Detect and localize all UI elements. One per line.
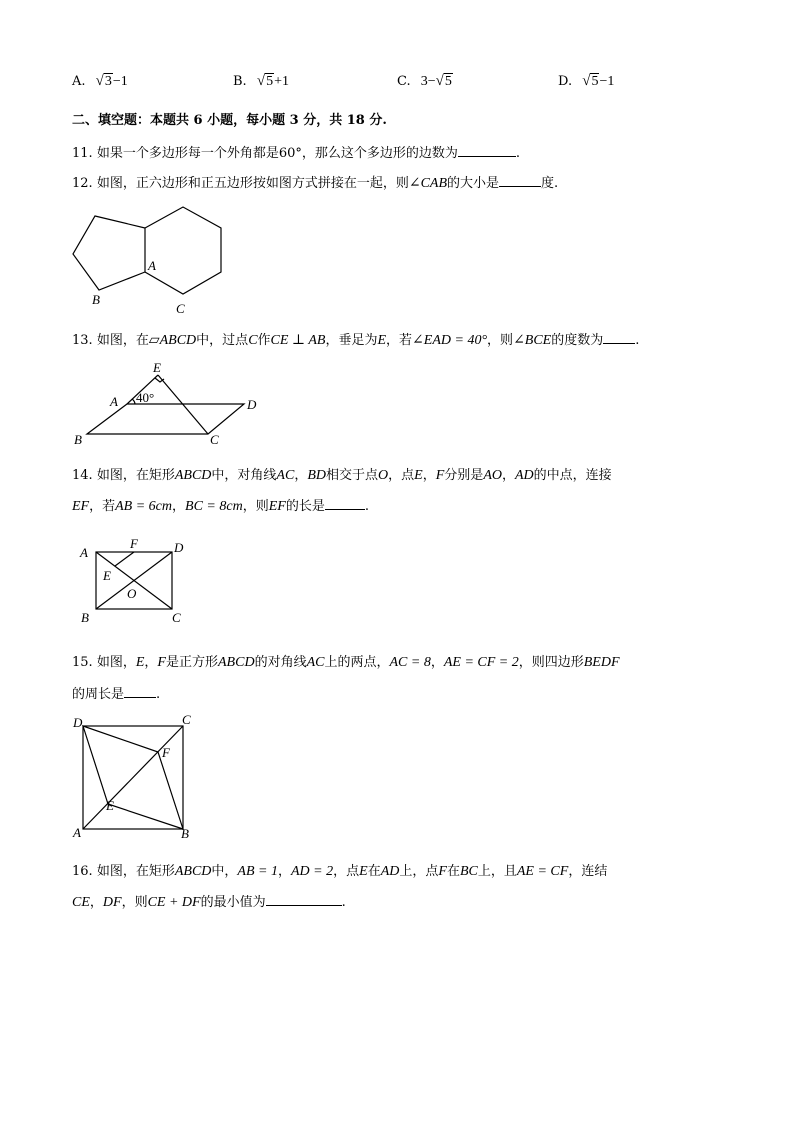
answer-blank[interactable] [266,893,342,906]
label-f: F [130,536,138,551]
label-b: B [81,610,89,625]
radicand: 5 [444,74,452,89]
answer-blank[interactable] [603,331,635,344]
hexagon-shape [145,207,221,294]
answer-blank[interactable] [458,144,516,157]
question-15-line-2: 的周长是 . [72,687,161,702]
section-title: 二、填空题：本题共 6 小题，每小题 3 分，共 18 分. [72,113,387,128]
label-a: A [110,394,118,409]
question-14-line-2: EF，若AB = 6cm，BC = 8cm，则EF的长是 . [72,499,369,514]
answer-blank[interactable] [124,685,156,698]
question-15-line-1: 15. 如图，E，F是正方形ABCD的对角线AC上的两点，AC = 8，AE = CF = 2，则四边形BEDF [72,655,620,670]
question-12: 12. 如图，正六边形和正五边形按如图方式拼接在一起，则∠CAB的大小是 度. [72,176,559,191]
label-o: O [127,586,137,601]
label-e: E [103,568,111,583]
radicand: 5 [266,74,274,89]
label-f: F [162,745,170,760]
option-d[interactable]: D. √5−1 [558,73,615,89]
label-a: A [148,258,156,273]
option-b[interactable]: B. √5+1 [233,73,289,89]
angle-label: 40° [136,390,155,405]
figure-square-rhombus [70,712,200,842]
answer-blank[interactable] [499,174,541,187]
question-14-line-1: 14. 如图，在矩形ABCD中，对角线AC，BD相交于点O，点E，F分别是AO，AD的中点，连接 [72,468,612,483]
option-c[interactable]: C. 3−√5 [397,73,452,89]
figure-rectangle-diagonals [72,533,202,628]
label-a: A [73,825,81,840]
radicand: 5 [591,74,599,89]
figure-hexagon-pentagon [66,200,236,320]
label-b: B [74,432,82,447]
label-d: D [73,715,83,730]
figure-parallelogram [70,358,270,450]
answer-blank[interactable] [325,497,365,510]
label-e: E [153,360,161,375]
label-b: B [181,826,189,841]
radicand: 3 [104,74,112,89]
label-b: B [92,292,100,307]
label-c: C [176,301,185,316]
angle-arc [132,399,135,404]
label-e: E [106,798,114,813]
option-a[interactable]: A. √3−1 [72,73,128,89]
question-16-line-1: 16. 如图，在矩形ABCD中，AB = 1，AD = 2，点E在AD上，点F在BC上，且AE = CF，连结 [72,864,608,879]
label-d: D [247,397,257,412]
label-c: C [172,610,181,625]
question-11: 11. 如果一个多边形每一个外角都是60°，那么这个多边形的边数为 . [72,146,521,161]
label-c: C [210,432,219,447]
label-d: D [174,540,184,555]
segment-ef [115,552,134,566]
pentagon-shape [73,216,145,290]
question-13: 13. 如图，在▱ABCD中，过点C作CE ⊥ AB，垂足为E，若∠EAD = 40°，则∠BCE的度数为 . [72,333,640,348]
label-a: A [80,545,88,560]
label-c: C [182,712,191,727]
diagonal-ac [83,726,183,829]
question-16-line-2: CE，DF，则CE + DF的最小值为 . [72,895,346,910]
